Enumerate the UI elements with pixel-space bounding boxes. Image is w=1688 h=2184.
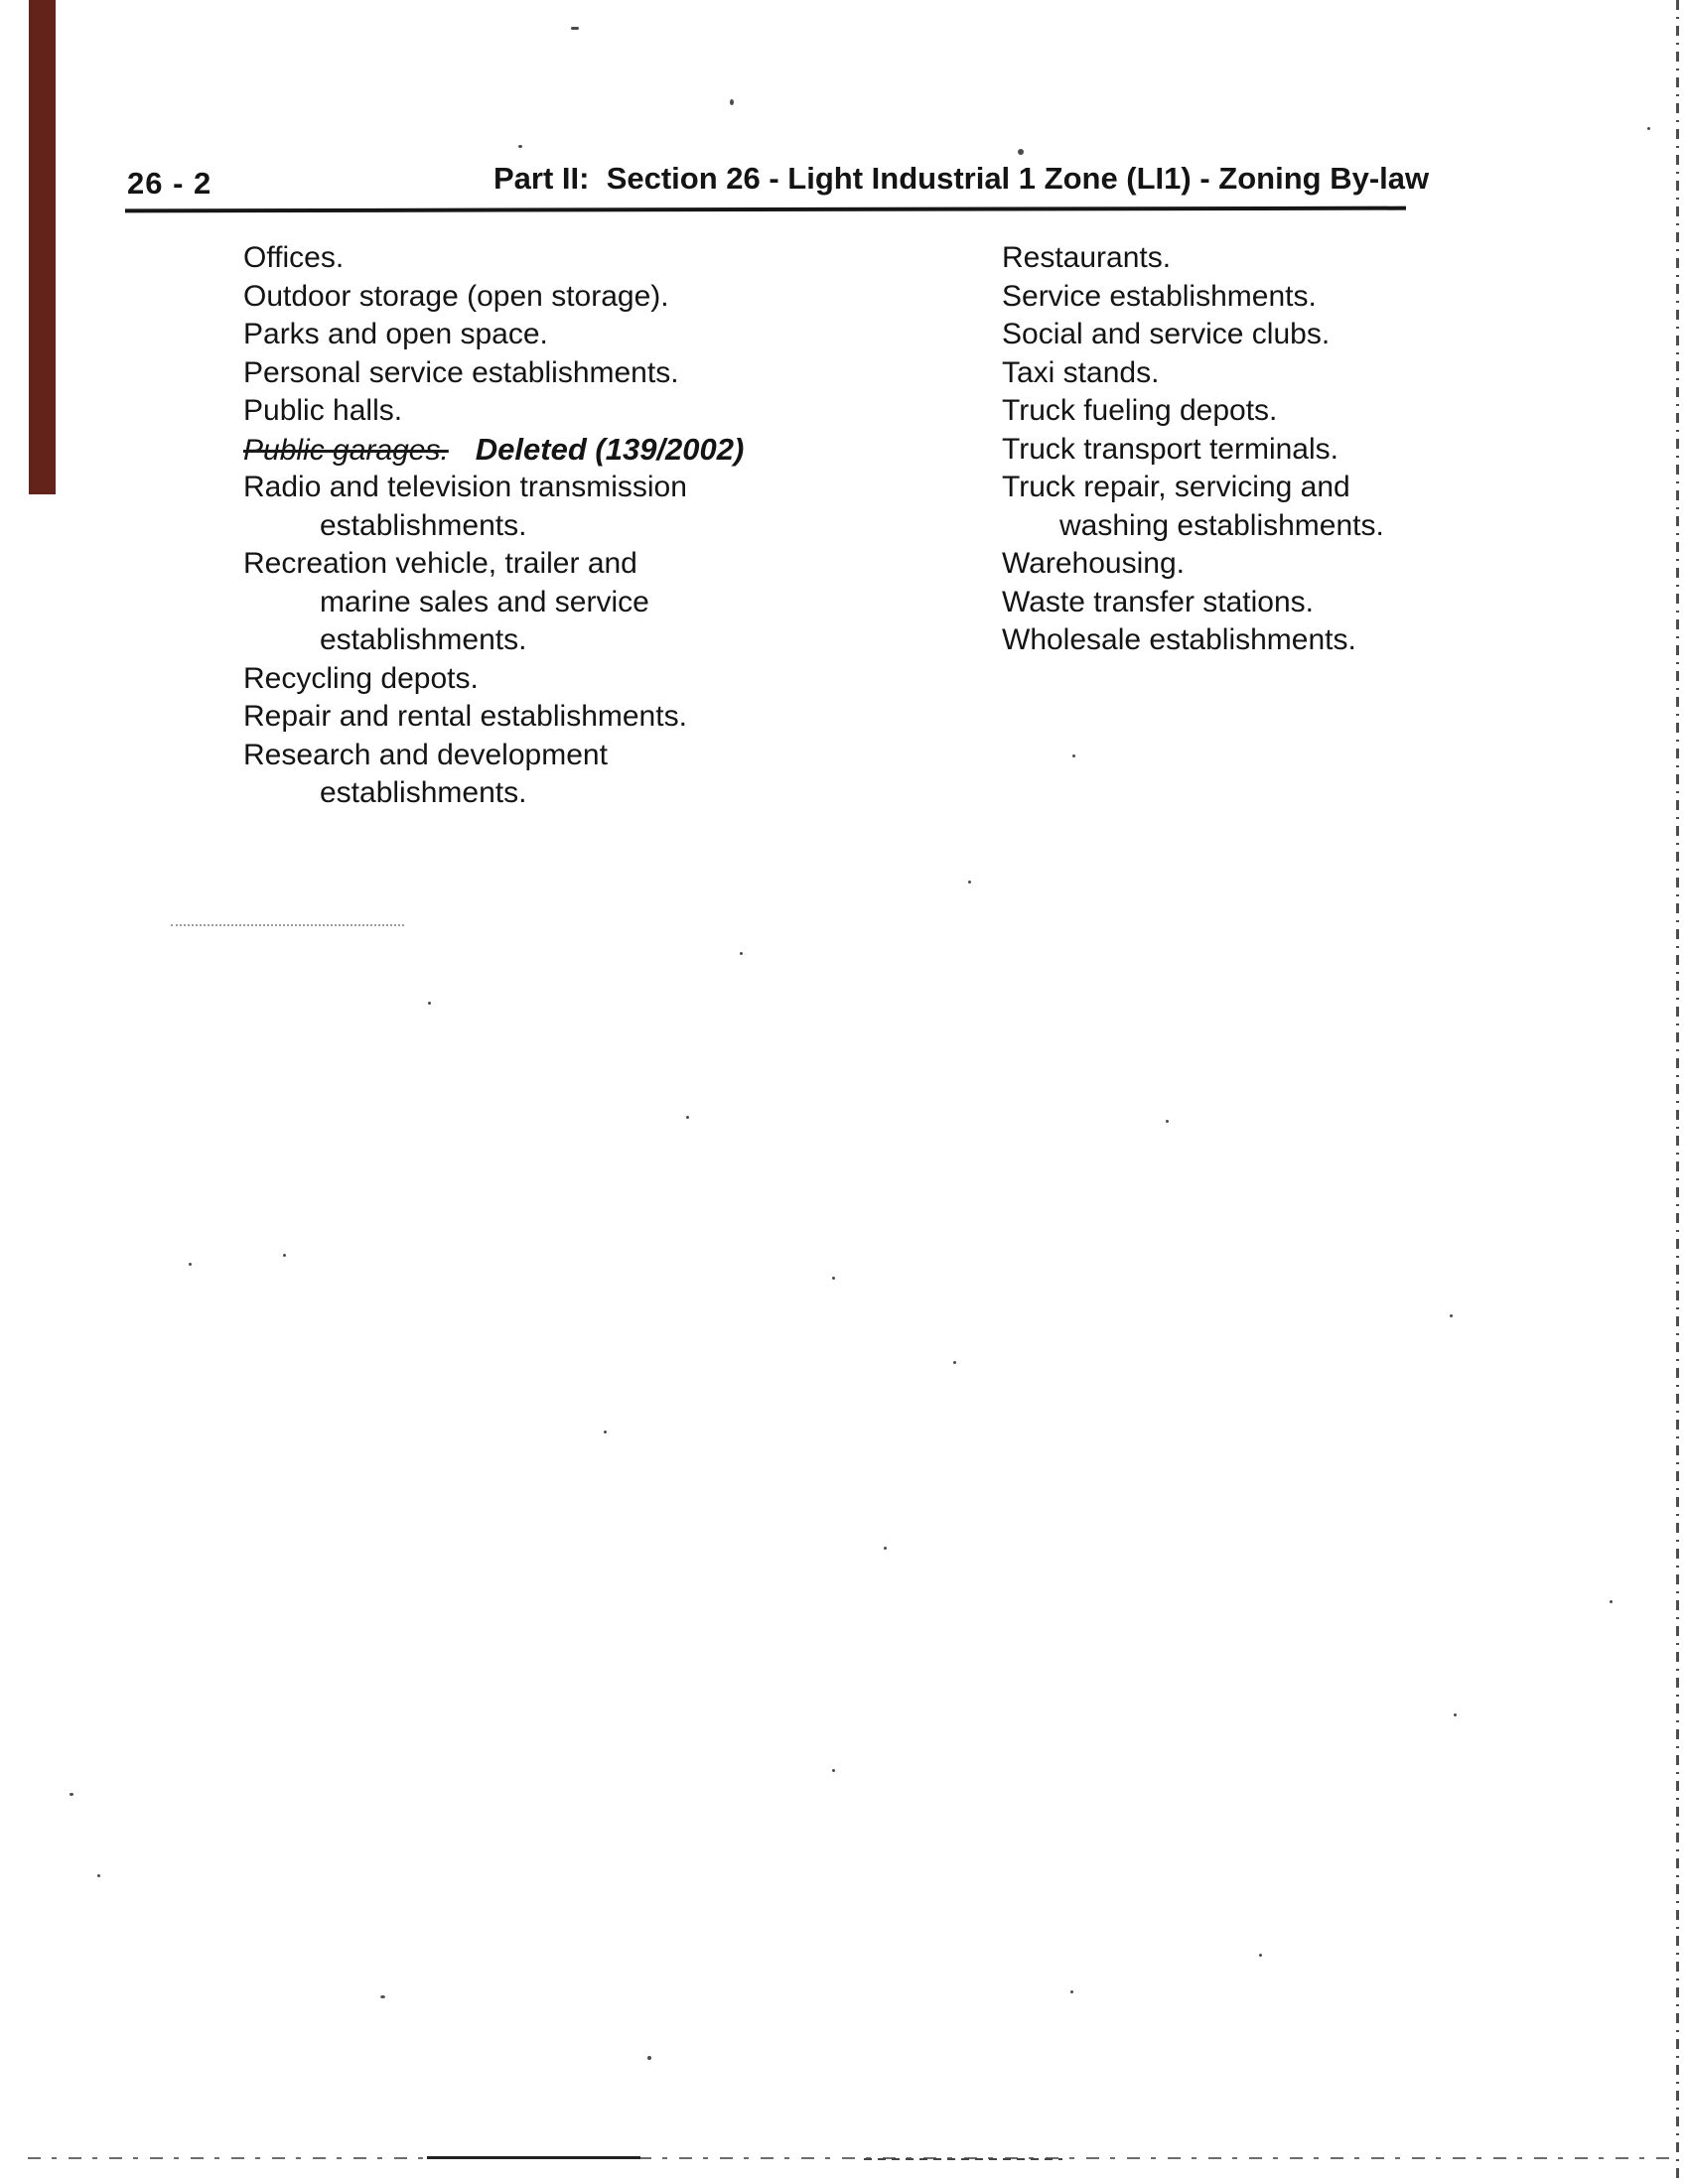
- list-item: Radio and television transmission: [243, 471, 687, 503]
- scan-speck: [953, 1361, 956, 1364]
- scan-artifact-bottom-dense-segment: [864, 2158, 1062, 2160]
- list-item: Repair and rental establishments.: [243, 700, 687, 733]
- scan-speck: [1647, 127, 1650, 130]
- list-item: Truck transport terminals.: [1002, 432, 1338, 466]
- struck-text: Public garages.: [243, 433, 449, 467]
- list-item: Parks and open space.: [243, 318, 548, 350]
- right-column: [1002, 239, 1538, 660]
- list-item: Taxi stands.: [1002, 355, 1160, 389]
- scan-speck: [968, 881, 971, 884]
- list-item-continuation: marine sales and service: [320, 585, 649, 618]
- scan-artifact-bottom-dashed-line: [28, 2157, 1679, 2159]
- scan-speck: [518, 145, 522, 148]
- list-item: Recreation vehicle, trailer and: [243, 547, 637, 580]
- header-underline: [125, 206, 1406, 213]
- scan-speck: [283, 1254, 286, 1257]
- page-title: Part II: Section 26 - Light Industrial 1 Zone (LI1) - Zoning By-law: [493, 161, 1430, 196]
- scan-speck: [571, 27, 579, 30]
- scan-speck: [1450, 1314, 1453, 1317]
- scan-speck: [428, 1002, 431, 1005]
- scan-speck: [1454, 1713, 1457, 1716]
- list-item: Social and service clubs.: [1002, 318, 1331, 350]
- scan-speck: [70, 1793, 73, 1796]
- scan-artifact-bottom-solid-segment: [427, 2156, 640, 2159]
- list-item: Research and development: [243, 738, 608, 771]
- scan-speck: [1259, 1954, 1262, 1957]
- scan-speck: [832, 1769, 835, 1772]
- list-item: Recycling depots.: [243, 661, 479, 695]
- scan-speck: [730, 99, 734, 105]
- list-item-continuation: establishments.: [320, 776, 527, 809]
- scan-speck: [1166, 1120, 1169, 1123]
- list-item: Restaurants.: [1002, 241, 1172, 274]
- scan-speck: [1070, 1990, 1073, 1993]
- list-item-continuation: establishments.: [320, 623, 527, 656]
- scan-speck: [1018, 149, 1024, 155]
- deleted-annotation: Deleted (139/2002): [475, 431, 745, 467]
- scan-speck: [380, 1995, 385, 1998]
- scan-speck: [189, 1263, 192, 1266]
- list-item: Wholesale establishments.: [1002, 623, 1356, 656]
- list-item: Truck repair, servicing and: [1002, 471, 1350, 503]
- list-item-continuation: establishments.: [320, 508, 527, 542]
- scan-speck: [97, 1874, 100, 1877]
- list-item: Offices.: [243, 241, 345, 274]
- list-item-deleted: [243, 431, 879, 470]
- list-item-continuation: washing establishments.: [1059, 508, 1384, 542]
- scan-speck: [686, 1116, 689, 1119]
- left-column: [243, 239, 879, 813]
- list-item: Outdoor storage (open storage).: [243, 279, 669, 313]
- scan-speck: [1610, 1600, 1613, 1603]
- list-item: Public halls.: [243, 394, 403, 427]
- scan-speck: [832, 1277, 835, 1280]
- scan-artifact-left-edge-bar: [29, 0, 56, 494]
- scan-artifact-dotted-trail: [171, 924, 404, 926]
- scan-speck: [604, 1431, 607, 1433]
- list-item: Personal service establishments.: [243, 355, 679, 389]
- scan-speck: [740, 952, 743, 955]
- list-item: Waste transfer stations.: [1002, 585, 1315, 618]
- list-item: Warehousing.: [1002, 547, 1185, 580]
- page-number: 26 - 2: [127, 166, 212, 201]
- scan-speck: [647, 2056, 651, 2060]
- scan-artifact-right-edge-dashes: [1676, 0, 1679, 2184]
- scan-speck: [1072, 754, 1075, 757]
- list-item: Service establishments.: [1002, 279, 1317, 313]
- list-item: Truck fueling depots.: [1002, 394, 1278, 427]
- scan-speck: [884, 1547, 887, 1550]
